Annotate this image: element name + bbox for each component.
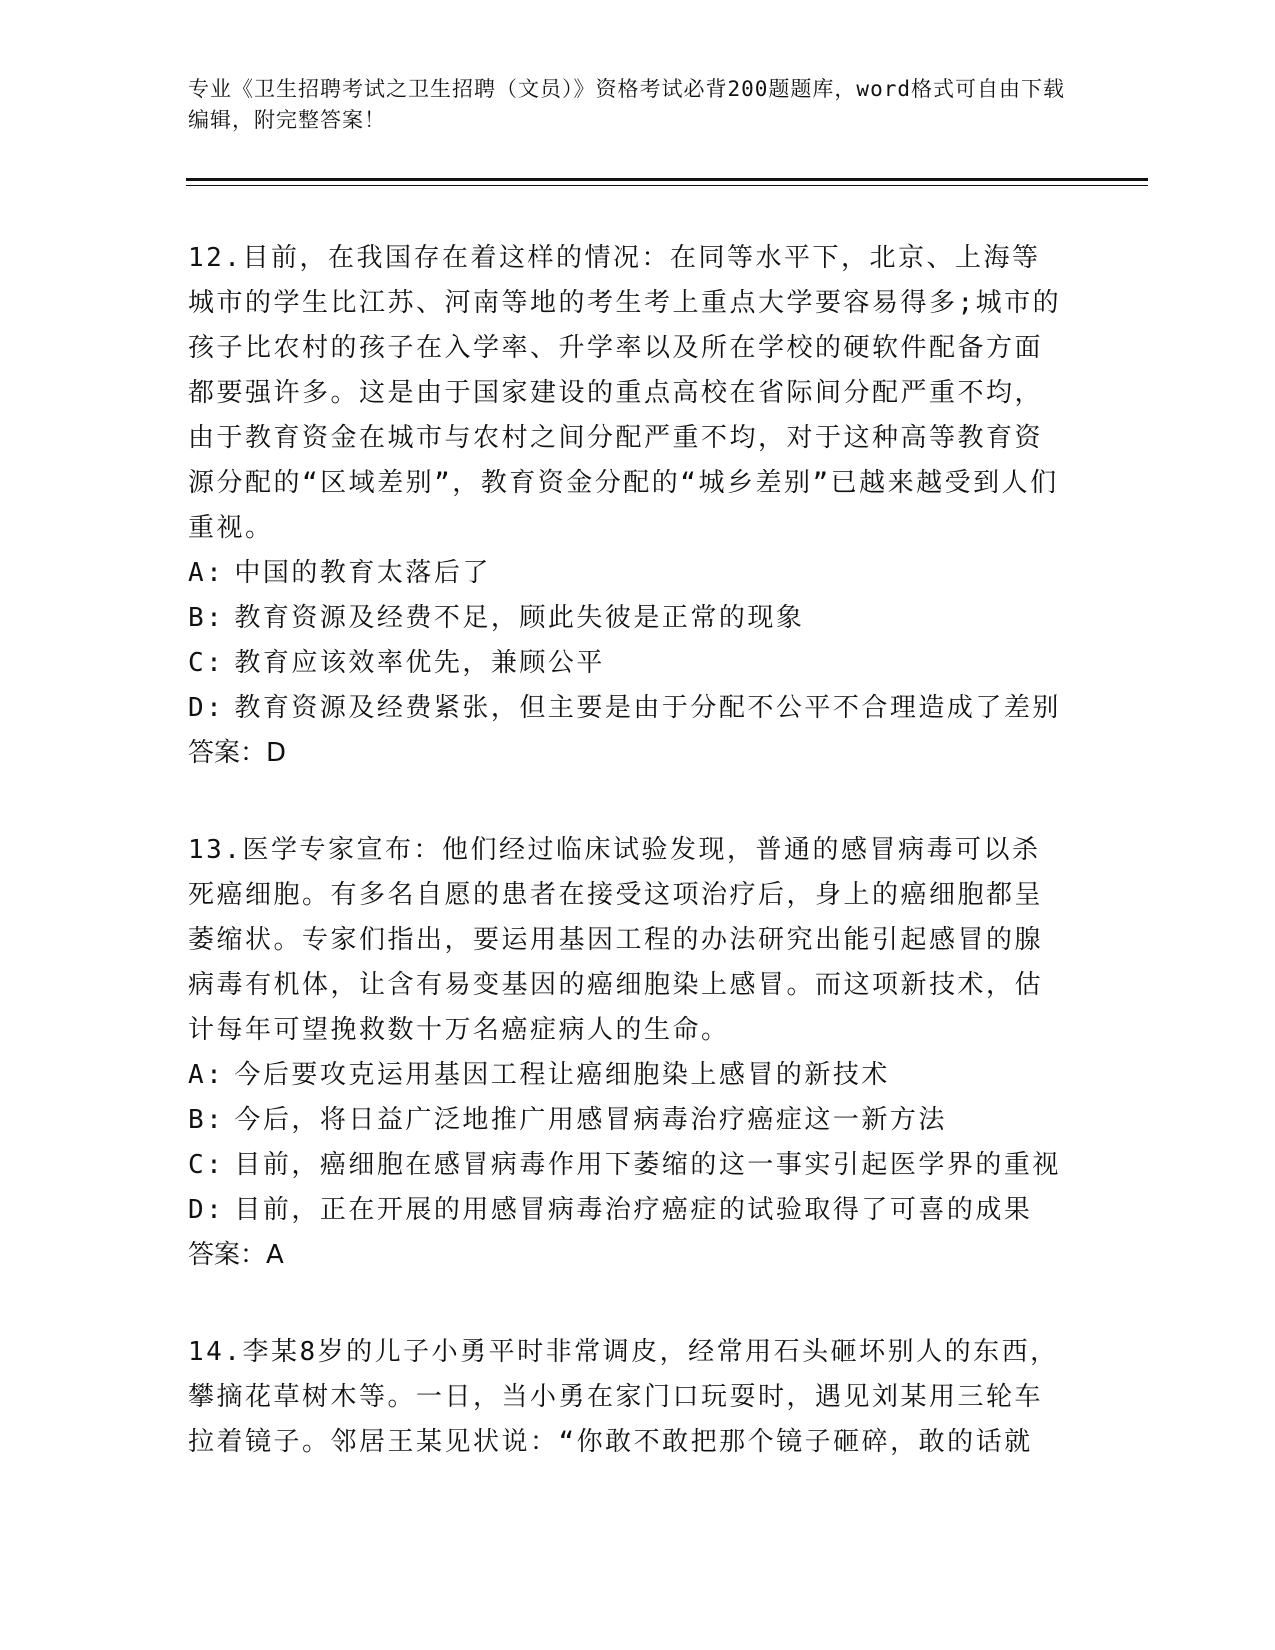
option-b xyxy=(188,596,1068,641)
header-divider-thick xyxy=(186,178,1148,181)
option-key: B: xyxy=(188,1105,225,1135)
option-key: C: xyxy=(188,1150,225,1180)
option-c xyxy=(188,641,1068,686)
option-key: D: xyxy=(188,693,225,723)
option-text: 今后，将日益广泛地推广用感冒病毒治疗癌症这一新方法 xyxy=(234,1105,947,1135)
option-text: 目前，癌细胞在感冒病毒作用下萎缩的这一事实引起医学界的重视 xyxy=(234,1150,1061,1180)
option-key: D: xyxy=(188,1195,225,1225)
question-13 xyxy=(188,828,1068,1278)
option-text: 教育资源及经费紧张，但主要是由于分配不公平不合理造成了差别 xyxy=(234,693,1061,723)
question-14 xyxy=(188,1330,1068,1465)
document-body xyxy=(188,236,1068,1517)
option-text: 目前，正在开展的用感冒病毒治疗癌症的试验取得了可喜的成果 xyxy=(234,1195,1033,1225)
option-b xyxy=(188,1098,1068,1143)
question-text: 12.目前，在我国存在着这样的情况：在同等水平下，北京、上海等城市的学生比江苏、河南等地的考生考上重点大学要容易得多;城市的孩子比农村的孩子在入学率、升学率以及所在学校的硬软件配备方面都要强许多。这是由于国家建设的重点高校在省际间分配严重不均，由于教育资金在城市与农村之间分配严重不均，对于这种高等教育资源分配的“区域差别”，教育资金分配的“城乡差别”已越来越受到人们重视。 xyxy=(188,243,1062,543)
option-key: A: xyxy=(188,1060,225,1090)
option-d xyxy=(188,686,1068,731)
answer-label: 答案：D xyxy=(188,738,287,768)
question-text: 14.李某8岁的儿子小勇平时非常调皮，经常用石头砸坏别人的东西，攀摘花草树木等。一日，当小勇在家门口玩耍时，遇见刘某用三轮车拉着镜子。邻居王某见状说：“你敢不敢把那个镜子砸碎，敢的话就 xyxy=(188,1337,1059,1457)
option-text: 今后要攻克运用基因工程让癌细胞染上感冒的新技术 xyxy=(234,1060,890,1090)
option-a xyxy=(188,1053,1068,1098)
answer-label: 答案：A xyxy=(188,1240,284,1270)
option-d xyxy=(188,1188,1068,1233)
option-c xyxy=(188,1143,1068,1188)
question-12 xyxy=(188,236,1068,776)
document-header: 专业《卫生招聘考试之卫生招聘（文员）》资格考试必背200题题库，word格式可自由下载编辑，附完整答案！ xyxy=(188,77,1065,132)
option-text: 教育应该效率优先，兼顾公平 xyxy=(234,648,605,678)
header-divider-thin xyxy=(186,185,1148,186)
option-text: 教育资源及经费不足，顾此失彼是正常的现象 xyxy=(234,603,805,633)
option-a xyxy=(188,551,1068,596)
option-key: B: xyxy=(188,603,225,633)
option-key: A: xyxy=(188,558,225,588)
option-text: 中国的教育太落后了 xyxy=(234,558,491,588)
option-key: C: xyxy=(188,648,225,678)
question-text: 13.医学专家宣布：他们经过临床试验发现，普通的感冒病毒可以杀死癌细胞。有多名自愿的患者在接受这项治疗后，身上的癌细胞都呈萎缩状。专家们指出，要运用基因工程的办法研究出能引起感冒的腺病毒有机体，让含有易变基因的癌细胞染上感冒。而这项新技术，估计每年可望挽救数十万名癌症病人的生命。 xyxy=(188,835,1044,1045)
